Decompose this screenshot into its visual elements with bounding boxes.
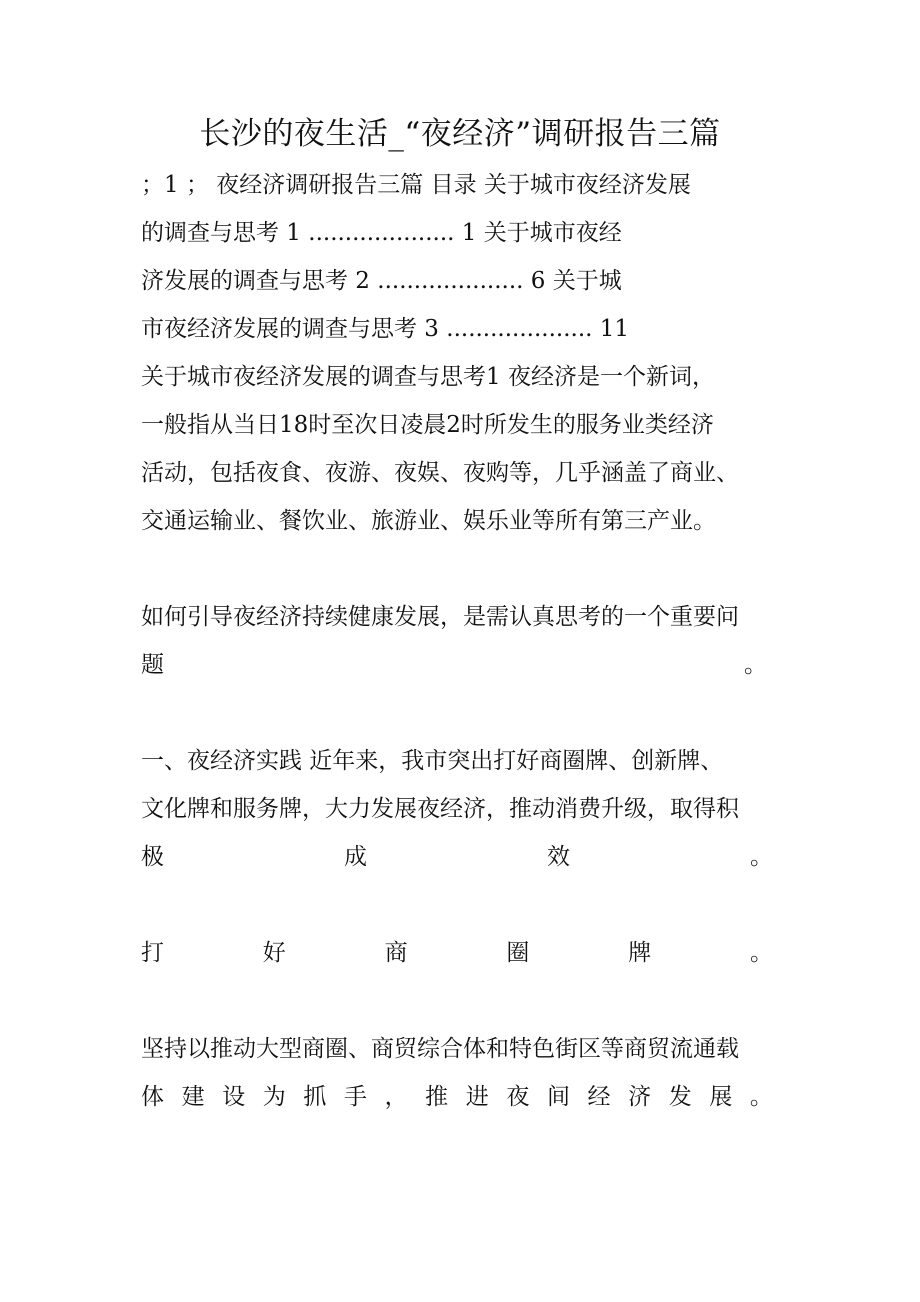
spread-char: 。 <box>750 844 773 870</box>
text-line: 的调查与思考 1 .................... 1 关于城市夜经 <box>141 220 622 246</box>
spread-char: 抓 <box>303 1084 327 1110</box>
spread-text-line <box>141 1082 773 1112</box>
spread-char: 进 <box>465 1084 489 1110</box>
spread-char: 推 <box>425 1084 449 1110</box>
spread-char: 设 <box>222 1084 246 1110</box>
text-line: 济发展的调查与思考 2 .................... 6 关于城 <box>141 268 622 294</box>
spread-char: 。 <box>749 940 773 966</box>
text-line: 交通运输业、餐饮业、旅游业、娱乐业等所有第三产业。 <box>141 508 716 534</box>
text-line: 如何引导夜经济持续健康发展，是需认真思考的一个重要问 <box>141 604 739 630</box>
spread-char: 为 <box>262 1084 286 1110</box>
spread-char: 手 <box>343 1084 367 1110</box>
text-line: 关于城市夜经济发展的调查与思考1 夜经济是一个新词， <box>141 364 715 390</box>
spread-char: 间 <box>546 1084 570 1110</box>
spread-char: 效 <box>547 844 570 870</box>
text-line: 文化牌和服务牌，大力发展夜经济，推动消费升级，取得积 <box>141 796 739 822</box>
spread-char: 建 <box>181 1084 205 1110</box>
text-line: 坚持以推动大型商圈、商贸综合体和特色街区等商贸流通载 <box>141 1036 739 1062</box>
period-mark: 。 <box>744 652 767 678</box>
spread-char: 发 <box>668 1084 692 1110</box>
spread-char: 经 <box>587 1084 611 1110</box>
spread-char: 济 <box>628 1084 652 1110</box>
spread-char: 夜 <box>506 1084 530 1110</box>
text-line: 市夜经济发展的调查与思考 3 .................... 11 <box>141 316 630 342</box>
spread-char: 展 <box>709 1084 733 1110</box>
spread-char: ， <box>384 1084 408 1110</box>
text-line: 一、夜经济实践 近年来，我市突出打好商圈牌、创新牌、 <box>141 748 724 774</box>
spread-text-line <box>141 938 773 968</box>
spread-char: 打 <box>141 940 164 966</box>
spread-char: 成 <box>344 844 367 870</box>
spread-text-line <box>141 842 773 872</box>
spread-char: 好 <box>262 940 286 966</box>
spread-char: 体 <box>141 1084 164 1110</box>
spread-char: 牌 <box>628 940 652 966</box>
spread-char: 圈 <box>506 940 530 966</box>
spread-char: 商 <box>384 940 408 966</box>
text-fragment: 题 <box>141 652 164 678</box>
text-line: 活动，包括夜食、夜游、夜娱、夜购等，几乎涵盖了商业、 <box>141 460 739 486</box>
document-title: 长沙的夜生活_“夜经济”调研报告三篇 <box>199 116 721 152</box>
spread-char: 。 <box>749 1084 773 1110</box>
text-line: ；1 ； 夜经济调研报告三篇 目录 关于城市夜经济发展 <box>141 172 691 198</box>
text-line-with-period <box>141 650 791 680</box>
spread-char: 极 <box>141 844 164 870</box>
text-line: 一般指从当日18时至次日凌晨2时所发生的服务业类经济 <box>141 412 714 438</box>
